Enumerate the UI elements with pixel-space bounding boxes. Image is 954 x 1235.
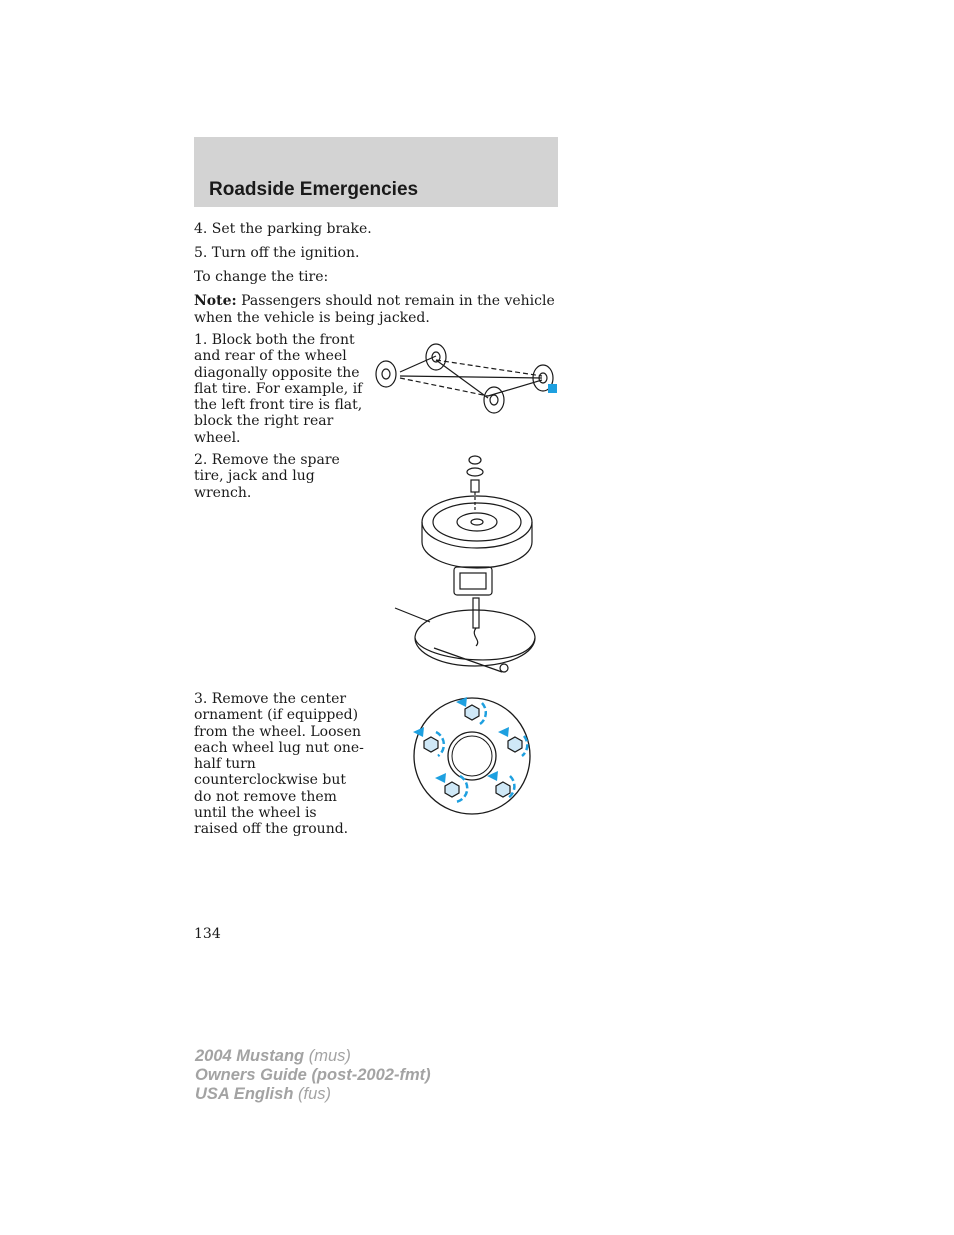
footer-line-guide: Owners Guide (post-2002-fmt) xyxy=(195,1066,431,1084)
footer-line-language: USA English (fus) xyxy=(195,1085,331,1103)
step-2-text: 2. Remove the spare tire, jack and lug wrench. xyxy=(194,452,340,501)
change-tire-heading: To change the tire: xyxy=(194,269,329,285)
section-title: Roadside Emergencies xyxy=(209,179,419,200)
lug-nut-loosening-diagram xyxy=(410,694,534,818)
step-5-text: 5. Turn off the ignition. xyxy=(194,245,360,261)
note-label: Note: xyxy=(194,293,237,309)
section-header xyxy=(194,137,558,207)
document-footer xyxy=(195,1047,431,1104)
step-4-text: 4. Set the parking brake. xyxy=(194,221,372,237)
vehicle-wheels-diagram xyxy=(370,338,560,418)
note-paragraph xyxy=(194,293,556,326)
footer-line-model: 2004 Mustang (mus) xyxy=(195,1047,351,1065)
spare-tire-jack-diagram xyxy=(390,450,550,680)
step-3-text: 3. Remove the center ornament (if equipped) from the wheel. Loosen each wheel lug nut one-half turn counterclockwise but do not remove them until the wheel is raised off the ground. xyxy=(194,691,364,838)
step-1-text: 1. Block both the front and rear of the wheel diagonally opposite the flat tire. For example, if the left front tire is flat, block the right rear wheel. xyxy=(194,332,363,446)
note-text: Passengers should not remain in the vehicle when the vehicle is being jacked. xyxy=(194,293,555,326)
page-number: 134 xyxy=(194,926,221,942)
